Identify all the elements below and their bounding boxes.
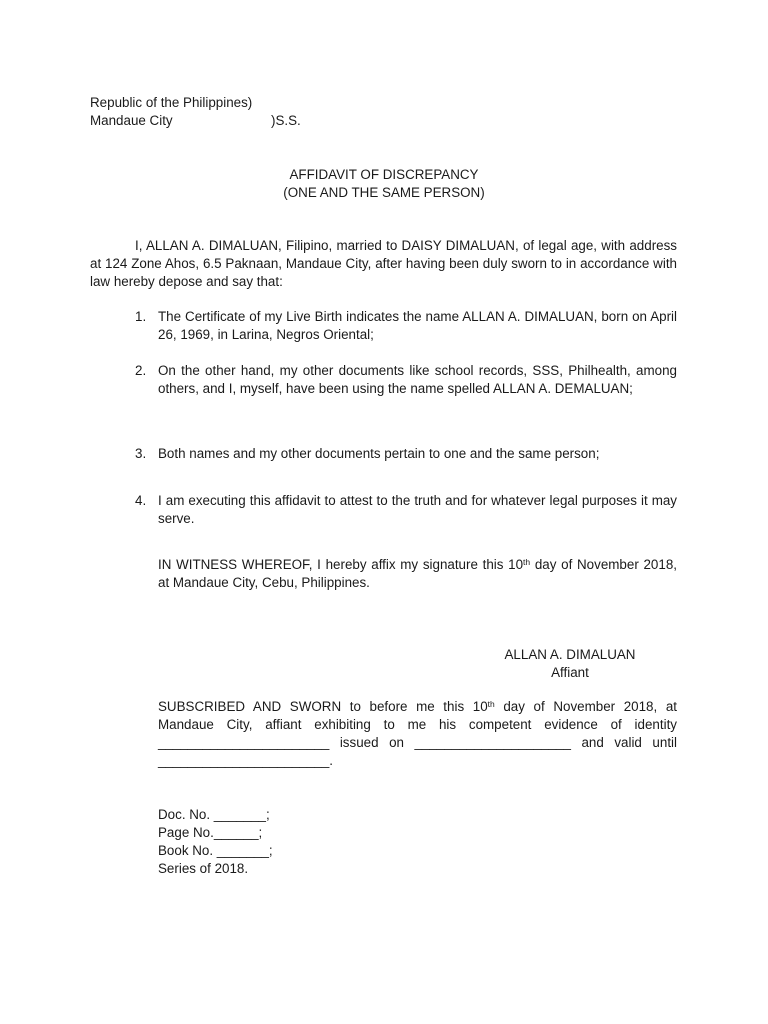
venue-ss: )S.S. (271, 113, 301, 128)
venue-block (90, 94, 301, 130)
list-item-text: I am executing this affidavit to attest to the truth and for whatever legal purposes it may serve. (158, 493, 677, 526)
series-year: Series of 2018. (158, 861, 249, 876)
affiant-role: Affiant (551, 665, 589, 680)
title-line-2: (ONE AND THE SAME PERSON) (283, 185, 485, 200)
venue-city: Mandaue City (90, 113, 173, 128)
affiant-signature-block (470, 646, 670, 682)
list-item-number: 1. (135, 309, 147, 324)
list-item (135, 308, 677, 344)
list-item-text: Both names and my other documents pertain to one and the same person; (158, 446, 600, 461)
title-line-1: AFFIDAVIT OF DISCREPANCY (289, 167, 479, 182)
intro-paragraph: I, ALLAN A. DIMALUAN, Filipino, married to DAISY DIMALUAN, of legal age, with address at 124 Zone Ahos, 6.5 Paknaan, Mandaue City, after having been duly sworn to in accordance with law hereby depose and say that: (90, 238, 677, 289)
affiant-name: ALLAN A. DIMALUAN (504, 647, 636, 662)
witness-text-before: IN WITNESS WHEREOF, I hereby affix my signature this 10 (158, 557, 524, 572)
list-item-number: 3. (135, 446, 147, 461)
doc-number: Doc. No. _______; (158, 807, 270, 822)
list-item (135, 492, 677, 528)
book-number: Book No. _______; (158, 843, 273, 858)
list-item-text: The Certificate of my Live Birth indicates the name ALLAN A. DIMALUAN, born on April 26, 1969, in Larina, Negros Oriental; (158, 309, 677, 342)
jurat-text-before: SUBSCRIBED AND SWORN to before me this 10 (158, 699, 488, 714)
jurat-text-after: day of November 2018, at Mandaue City, affiant exhibiting to me his competent evidence of identity _______________________ issued on _____________________ and valid until _______________________. (158, 699, 677, 768)
venue-city-row (90, 112, 301, 130)
list-item-text: On the other hand, my other documents like school records, SSS, Philhealth, among others, and I, myself, have been using the name spelled ALLAN A. DEMALUAN; (158, 363, 677, 396)
jurat-paragraph (158, 698, 677, 770)
list-item (135, 445, 677, 463)
document-title (0, 166, 768, 202)
list-item-number: 2. (135, 363, 147, 378)
venue-country: Republic of the Philippines) (90, 95, 253, 110)
notarial-register-block (158, 806, 273, 878)
jurat-ordinal: th (487, 699, 495, 709)
witness-paragraph (158, 556, 677, 592)
list-item-number: 4. (135, 493, 147, 508)
list-item (135, 362, 677, 398)
witness-text-after: day of November 2018, at Mandaue City, Cebu, Philippines. (158, 557, 677, 590)
page-number: Page No.______; (158, 825, 263, 840)
witness-ordinal: th (523, 557, 531, 567)
